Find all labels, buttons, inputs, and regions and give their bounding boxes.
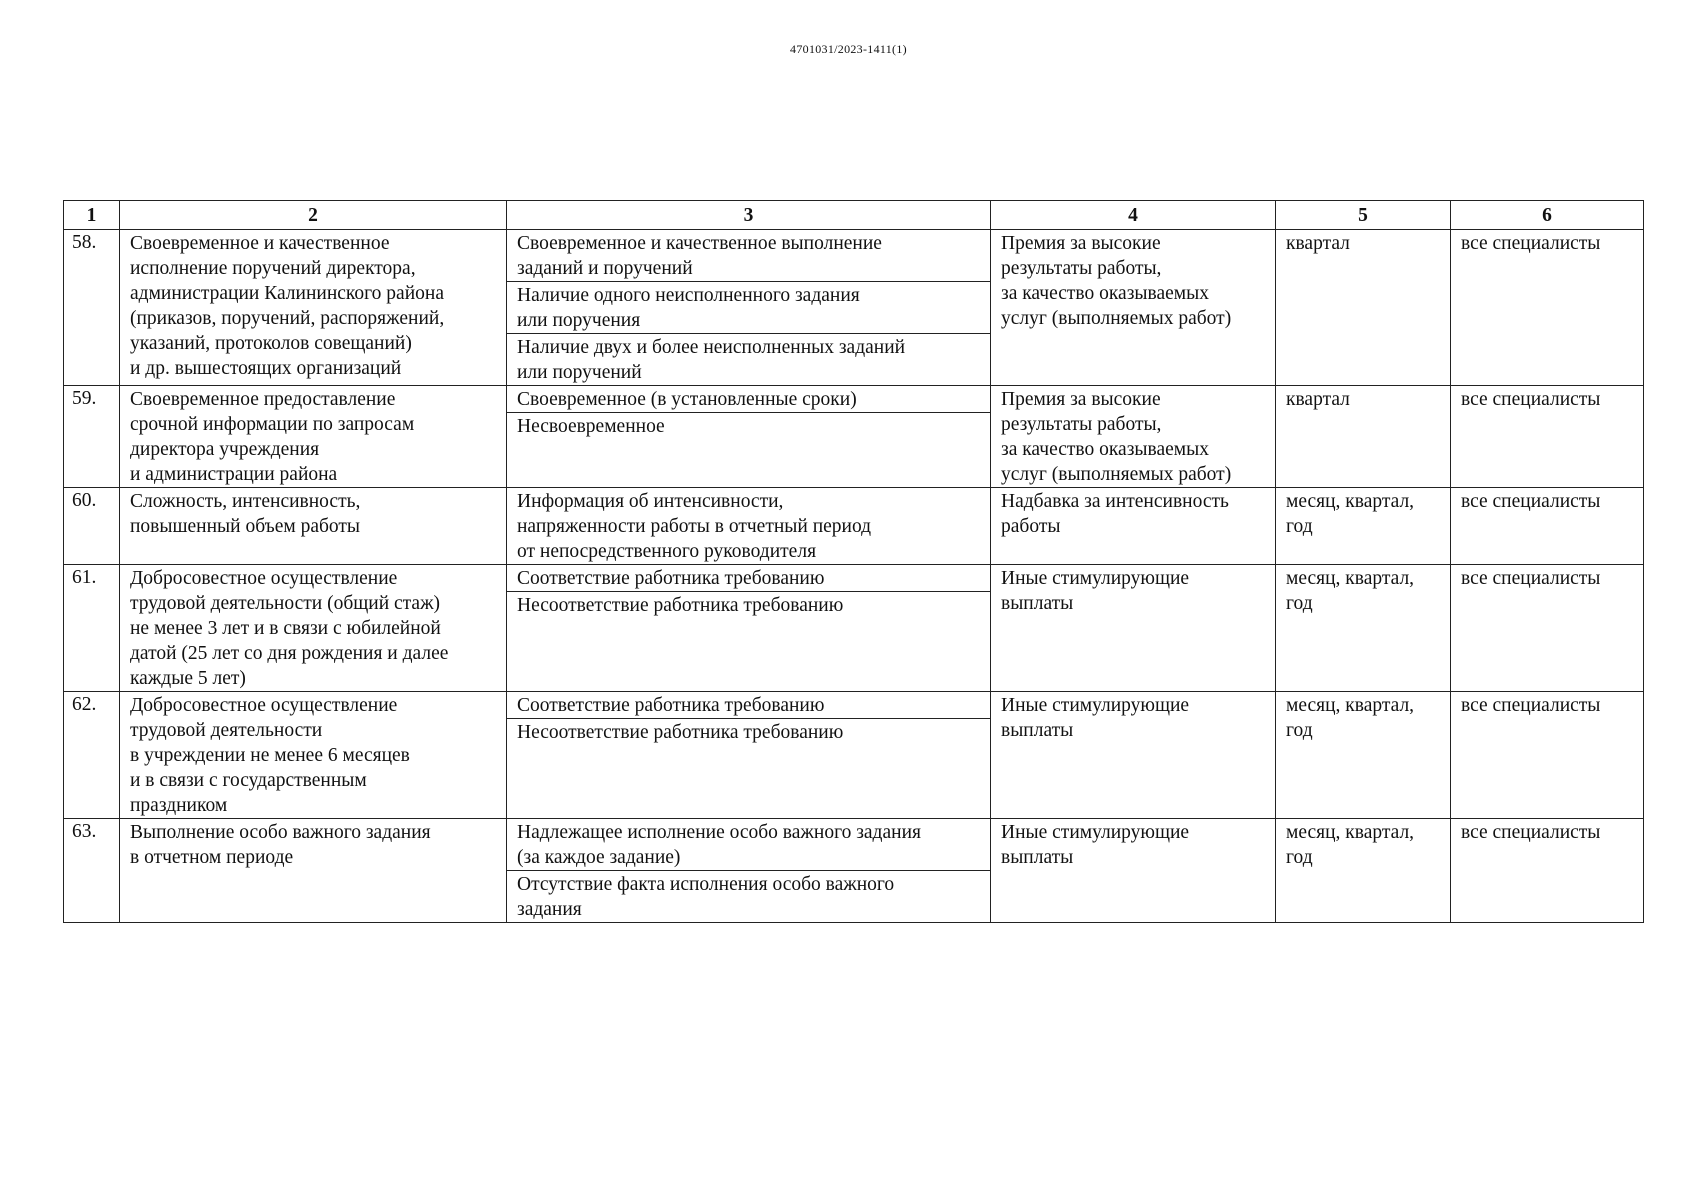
criterion-line: или поручений: [517, 362, 642, 383]
table-row: [64, 386, 1644, 488]
period-cell: [1276, 819, 1451, 923]
payment-line: за качество оказываемых: [1001, 439, 1209, 460]
row-number: 58.: [64, 230, 120, 386]
payment-line: Премия за высокие: [1001, 233, 1161, 254]
table-row: [64, 565, 1644, 692]
indicator-line: Добросовестное осуществление: [130, 568, 398, 589]
period-cell: [1276, 230, 1451, 386]
indicator-line: не менее 3 лет и в связи с юбилейной: [130, 618, 441, 639]
header-col-2: 2: [120, 201, 507, 230]
indicator-line: директора учреждения: [130, 439, 320, 460]
indicator-line: в отчетном периоде: [130, 847, 294, 868]
indicator-line: срочной информации по запросам: [130, 414, 415, 435]
criterion-line: заданий и поручений: [517, 258, 693, 279]
indicator-line: Сложность, интенсивность,: [130, 491, 361, 512]
criterion-item: [507, 488, 990, 564]
period-line: квартал: [1286, 233, 1350, 254]
criterion-item: [507, 592, 990, 618]
criterion-line: Надлежащее исполнение особо важного задания: [517, 822, 921, 843]
period-line: месяц, квартал,: [1286, 822, 1415, 843]
indicator-cell: [120, 488, 507, 565]
criterion-line: Несоответствие работника требованию: [517, 595, 844, 616]
row-number: 60.: [64, 488, 120, 565]
header-row: [64, 201, 1644, 230]
indicator-line: повышенный объем работы: [130, 516, 361, 537]
criterion-line: Отсутствие факта исполнения особо важного: [517, 874, 895, 895]
criterion-line: (за каждое задание): [517, 847, 681, 868]
criterion-line: Своевременное и качественное выполнение: [517, 233, 882, 254]
payment-line: результаты работы,: [1001, 414, 1162, 435]
document-id: 4701031/2023-1411(1): [790, 42, 907, 56]
indicator-line: Своевременное и качественное: [130, 233, 390, 254]
criteria-table: [63, 200, 1644, 923]
recipients-cell: все специалисты: [1451, 819, 1644, 923]
recipients-cell: все специалисты: [1451, 565, 1644, 692]
payment-line: услуг (выполняемых работ): [1001, 308, 1232, 329]
indicator-cell: [120, 819, 507, 923]
indicator-line: и в связи с государственным: [130, 770, 367, 791]
payment-line: выплаты: [1001, 720, 1074, 741]
payment-type-cell: [991, 692, 1276, 819]
indicator-line: указаний, протоколов совещаний): [130, 333, 412, 354]
row-number: 62.: [64, 692, 120, 819]
criterion-line: Соответствие работника требованию: [517, 695, 825, 716]
period-line: год: [1286, 720, 1313, 741]
criterion-item: [507, 871, 990, 922]
criterion-item: [507, 334, 990, 385]
period-cell: [1276, 565, 1451, 692]
indicator-cell: [120, 386, 507, 488]
payment-line: Надбавка за интенсивность: [1001, 491, 1229, 512]
criterion-line: задания: [517, 899, 582, 920]
period-line: месяц, квартал,: [1286, 695, 1415, 716]
criteria-cell: [507, 565, 991, 692]
payment-type-cell: [991, 565, 1276, 692]
indicator-line: исполнение поручений директора,: [130, 258, 416, 279]
payment-type-cell: [991, 819, 1276, 923]
indicator-line: (приказов, поручений, распоряжений,: [130, 308, 445, 329]
criterion-item: [507, 386, 990, 413]
recipients-cell: все специалисты: [1451, 488, 1644, 565]
criterion-line: Своевременное (в установленные сроки): [517, 389, 857, 410]
criteria-cell: [507, 488, 991, 565]
payment-type-cell: [991, 488, 1276, 565]
payment-line: результаты работы,: [1001, 258, 1162, 279]
indicator-line: и др. вышестоящих организаций: [130, 358, 402, 379]
indicator-line: и администрации района: [130, 464, 338, 485]
criterion-line: от непосредственного руководителя: [517, 541, 817, 562]
period-cell: [1276, 488, 1451, 565]
period-cell: [1276, 692, 1451, 819]
period-line: квартал: [1286, 389, 1350, 410]
indicator-line: Добросовестное осуществление: [130, 695, 398, 716]
table-row: [64, 488, 1644, 565]
criterion-item: [507, 719, 990, 745]
row-number: 59.: [64, 386, 120, 488]
table-body: [64, 230, 1644, 923]
indicator-line: трудовой деятельности: [130, 720, 323, 741]
header-col-1: 1: [64, 201, 120, 230]
payment-line: работы: [1001, 516, 1061, 537]
period-line: год: [1286, 847, 1313, 868]
period-line: год: [1286, 593, 1313, 614]
indicator-cell: [120, 692, 507, 819]
header-col-3: 3: [507, 201, 991, 230]
payment-type-cell: [991, 386, 1276, 488]
indicator-line: администрации Калининского района: [130, 283, 444, 304]
payment-line: Иные стимулирующие: [1001, 568, 1190, 589]
criteria-cell: [507, 692, 991, 819]
criterion-item: [507, 413, 990, 439]
header-col-5: 5: [1276, 201, 1451, 230]
payment-line: Иные стимулирующие: [1001, 695, 1190, 716]
criterion-item: [507, 819, 990, 871]
header-col-4: 4: [991, 201, 1276, 230]
indicator-line: Выполнение особо важного задания: [130, 822, 431, 843]
indicator-line: Своевременное предоставление: [130, 389, 396, 410]
indicator-line: датой (25 лет со дня рождения и далее: [130, 643, 449, 664]
criteria-cell: [507, 230, 991, 386]
recipients-cell: все специалисты: [1451, 386, 1644, 488]
indicator-cell: [120, 565, 507, 692]
row-number: 63.: [64, 819, 120, 923]
criterion-line: Наличие одного неисполненного задания: [517, 285, 860, 306]
period-line: год: [1286, 516, 1313, 537]
period-line: месяц, квартал,: [1286, 568, 1415, 589]
criterion-line: напряженности работы в отчетный период: [517, 516, 872, 537]
criterion-line: Информация об интенсивности,: [517, 491, 784, 512]
row-number: 61.: [64, 565, 120, 692]
payment-line: Иные стимулирующие: [1001, 822, 1190, 843]
payment-line: выплаты: [1001, 847, 1074, 868]
payment-line: выплаты: [1001, 593, 1074, 614]
criterion-line: Несоответствие работника требованию: [517, 722, 844, 743]
table-row: [64, 819, 1644, 923]
indicator-cell: [120, 230, 507, 386]
criterion-item: [507, 230, 990, 282]
payment-line: за качество оказываемых: [1001, 283, 1209, 304]
table-row: [64, 230, 1644, 386]
indicator-line: каждые 5 лет): [130, 668, 246, 689]
recipients-cell: все специалисты: [1451, 692, 1644, 819]
criterion-item: [507, 282, 990, 334]
criterion-line: Наличие двух и более неисполненных заданий: [517, 337, 906, 358]
criterion-line: или поручения: [517, 310, 641, 331]
table-row: [64, 692, 1644, 819]
indicator-line: трудовой деятельности (общий стаж): [130, 593, 441, 614]
criteria-cell: [507, 819, 991, 923]
period-line: месяц, квартал,: [1286, 491, 1415, 512]
period-cell: [1276, 386, 1451, 488]
recipients-cell: все специалисты: [1451, 230, 1644, 386]
criterion-item: [507, 565, 990, 592]
payment-line: услуг (выполняемых работ): [1001, 464, 1232, 485]
criteria-cell: [507, 386, 991, 488]
payment-type-cell: [991, 230, 1276, 386]
header-col-6: 6: [1451, 201, 1644, 230]
indicator-line: в учреждении не менее 6 месяцев: [130, 745, 410, 766]
payment-line: Премия за высокие: [1001, 389, 1161, 410]
criterion-item: [507, 692, 990, 719]
criterion-line: Соответствие работника требованию: [517, 568, 825, 589]
indicator-line: праздником: [130, 795, 228, 816]
criterion-line: Несвоевременное: [517, 416, 665, 437]
